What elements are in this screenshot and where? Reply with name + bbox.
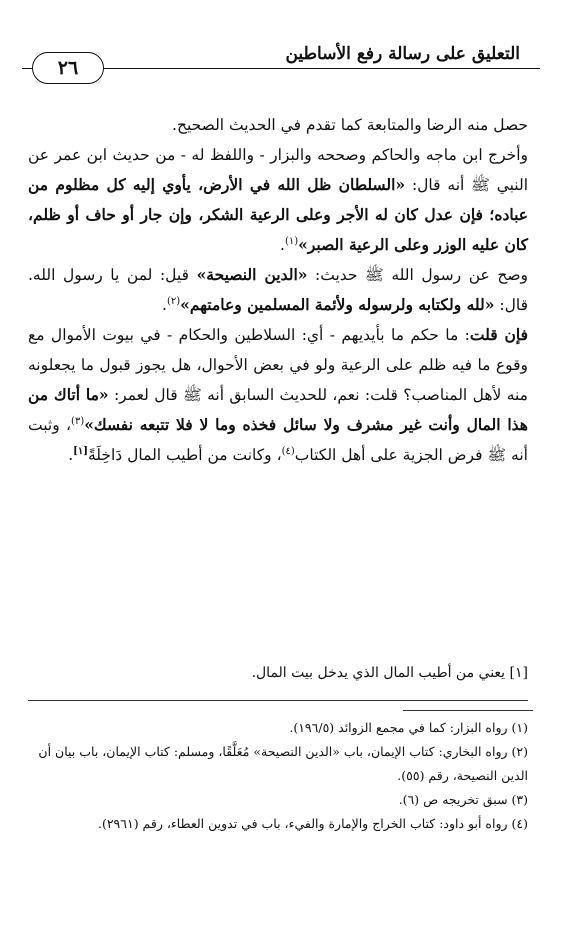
main-text bbox=[28, 110, 528, 470]
paragraph-4-end: . bbox=[68, 446, 74, 464]
question-lead: فإن قلت bbox=[469, 325, 528, 344]
paragraph-3-text-b: قيل: لمن يا رسول الله. قال: bbox=[28, 266, 528, 314]
footnote-1: (١) رواه البزار: كما في مجمع الزوائد (١٩٦/٥). bbox=[289, 720, 528, 735]
hadith-nasiha-answer: «لله ولكتابه ولرسوله ولأئمة المسلمين وعامتهم» bbox=[180, 295, 495, 314]
paragraph-2-text: وأخرج ابن ماجه والحاكم وصححه والبزار - واللفظ له - من حديث ابن عمر عن النبي ﷺ أنه قال: bbox=[28, 146, 529, 194]
hadith-umar: «ما أتاك من هذا المال وأنت غير مشرف ولا سائل فخذه وما لا فلا تتبعه نفسك» bbox=[28, 385, 528, 434]
paragraph-4-text-b: ، وثبت أنه ﷺ فرض الجزية على أهل الكتاب bbox=[28, 416, 528, 464]
paragraph-2-end: . bbox=[280, 236, 285, 254]
paragraph-2 bbox=[28, 140, 528, 260]
footnote-4: (٤) رواه أبو داود: كتاب الخراج والإمارة والفيء، باب في تدوين العطاء، رقم (٢٩٦١). bbox=[97, 816, 528, 831]
footnote-2: (٢) رواه البخاري: كتاب الإيمان، باب «الدين النصيحة» مُعَلَّقًا، ومسلم: كتاب الإيمان، باب بيان أن الدين النصيحة، رقم (٥٥). bbox=[38, 744, 528, 783]
commentary-note: [١] يعني من أطيب المال الذي يدخل بيت المال. bbox=[251, 665, 528, 681]
paragraph-3 bbox=[28, 260, 528, 320]
running-header bbox=[22, 44, 540, 88]
paragraph-3-end: . bbox=[162, 296, 167, 314]
note-divider bbox=[28, 700, 528, 701]
footnote-ref-1: (١) bbox=[284, 235, 299, 247]
paragraph-4-text-a: : ما حكم ما بأيديهم - أي: السلاطين والحكام - في بيوت الأموال مع وقوع ما فيه ظلم على الرعية ولو في بعض الأحوال، هل يجوز قبول ما يجعلونه منه لأهل المناصب؟ قلت: نعم، للحديث السابق أنه ﷺ قال لعمر: bbox=[28, 326, 528, 404]
footnotes bbox=[28, 716, 528, 836]
footnote-3: (٣) سبق تخريجه ص (٦). bbox=[398, 792, 528, 807]
book-title: التعليق على رسالة رفع الأساطين bbox=[285, 44, 520, 64]
paragraph-4-text-c: ، وكانت من أطيب المال دَاخِلَةً bbox=[87, 446, 282, 464]
footnote-ref-2: (٢) bbox=[166, 295, 181, 307]
paragraph-4 bbox=[28, 320, 528, 470]
paragraph-1: حصل منه الرضا والمتابعة كما تقدم في الحديث الصحيح. bbox=[172, 116, 528, 134]
footnote-divider bbox=[403, 710, 533, 711]
footnote-ref-4: (٤) bbox=[281, 445, 295, 457]
hadith-nasiha: «الدين النصيحة» bbox=[196, 265, 308, 284]
commentary-ref-1: [١] bbox=[73, 445, 88, 457]
paragraph-3-text-a: وصح عن رسول الله ﷺ حديث: bbox=[307, 266, 528, 284]
page-number: ٢٦ bbox=[32, 52, 104, 84]
hadith-sultan: «السلطان ظل الله في الأرض، يأوي إليه كل مظلوم من عباده؛ فإن عدل كان له الأجر وعلى الرعية الشكر، وإن جار أو حاف أو ظلم، كان عليه الوزر وعلى الرعية الصبر» bbox=[28, 175, 528, 254]
footnote-ref-3: (٣) bbox=[71, 415, 85, 427]
